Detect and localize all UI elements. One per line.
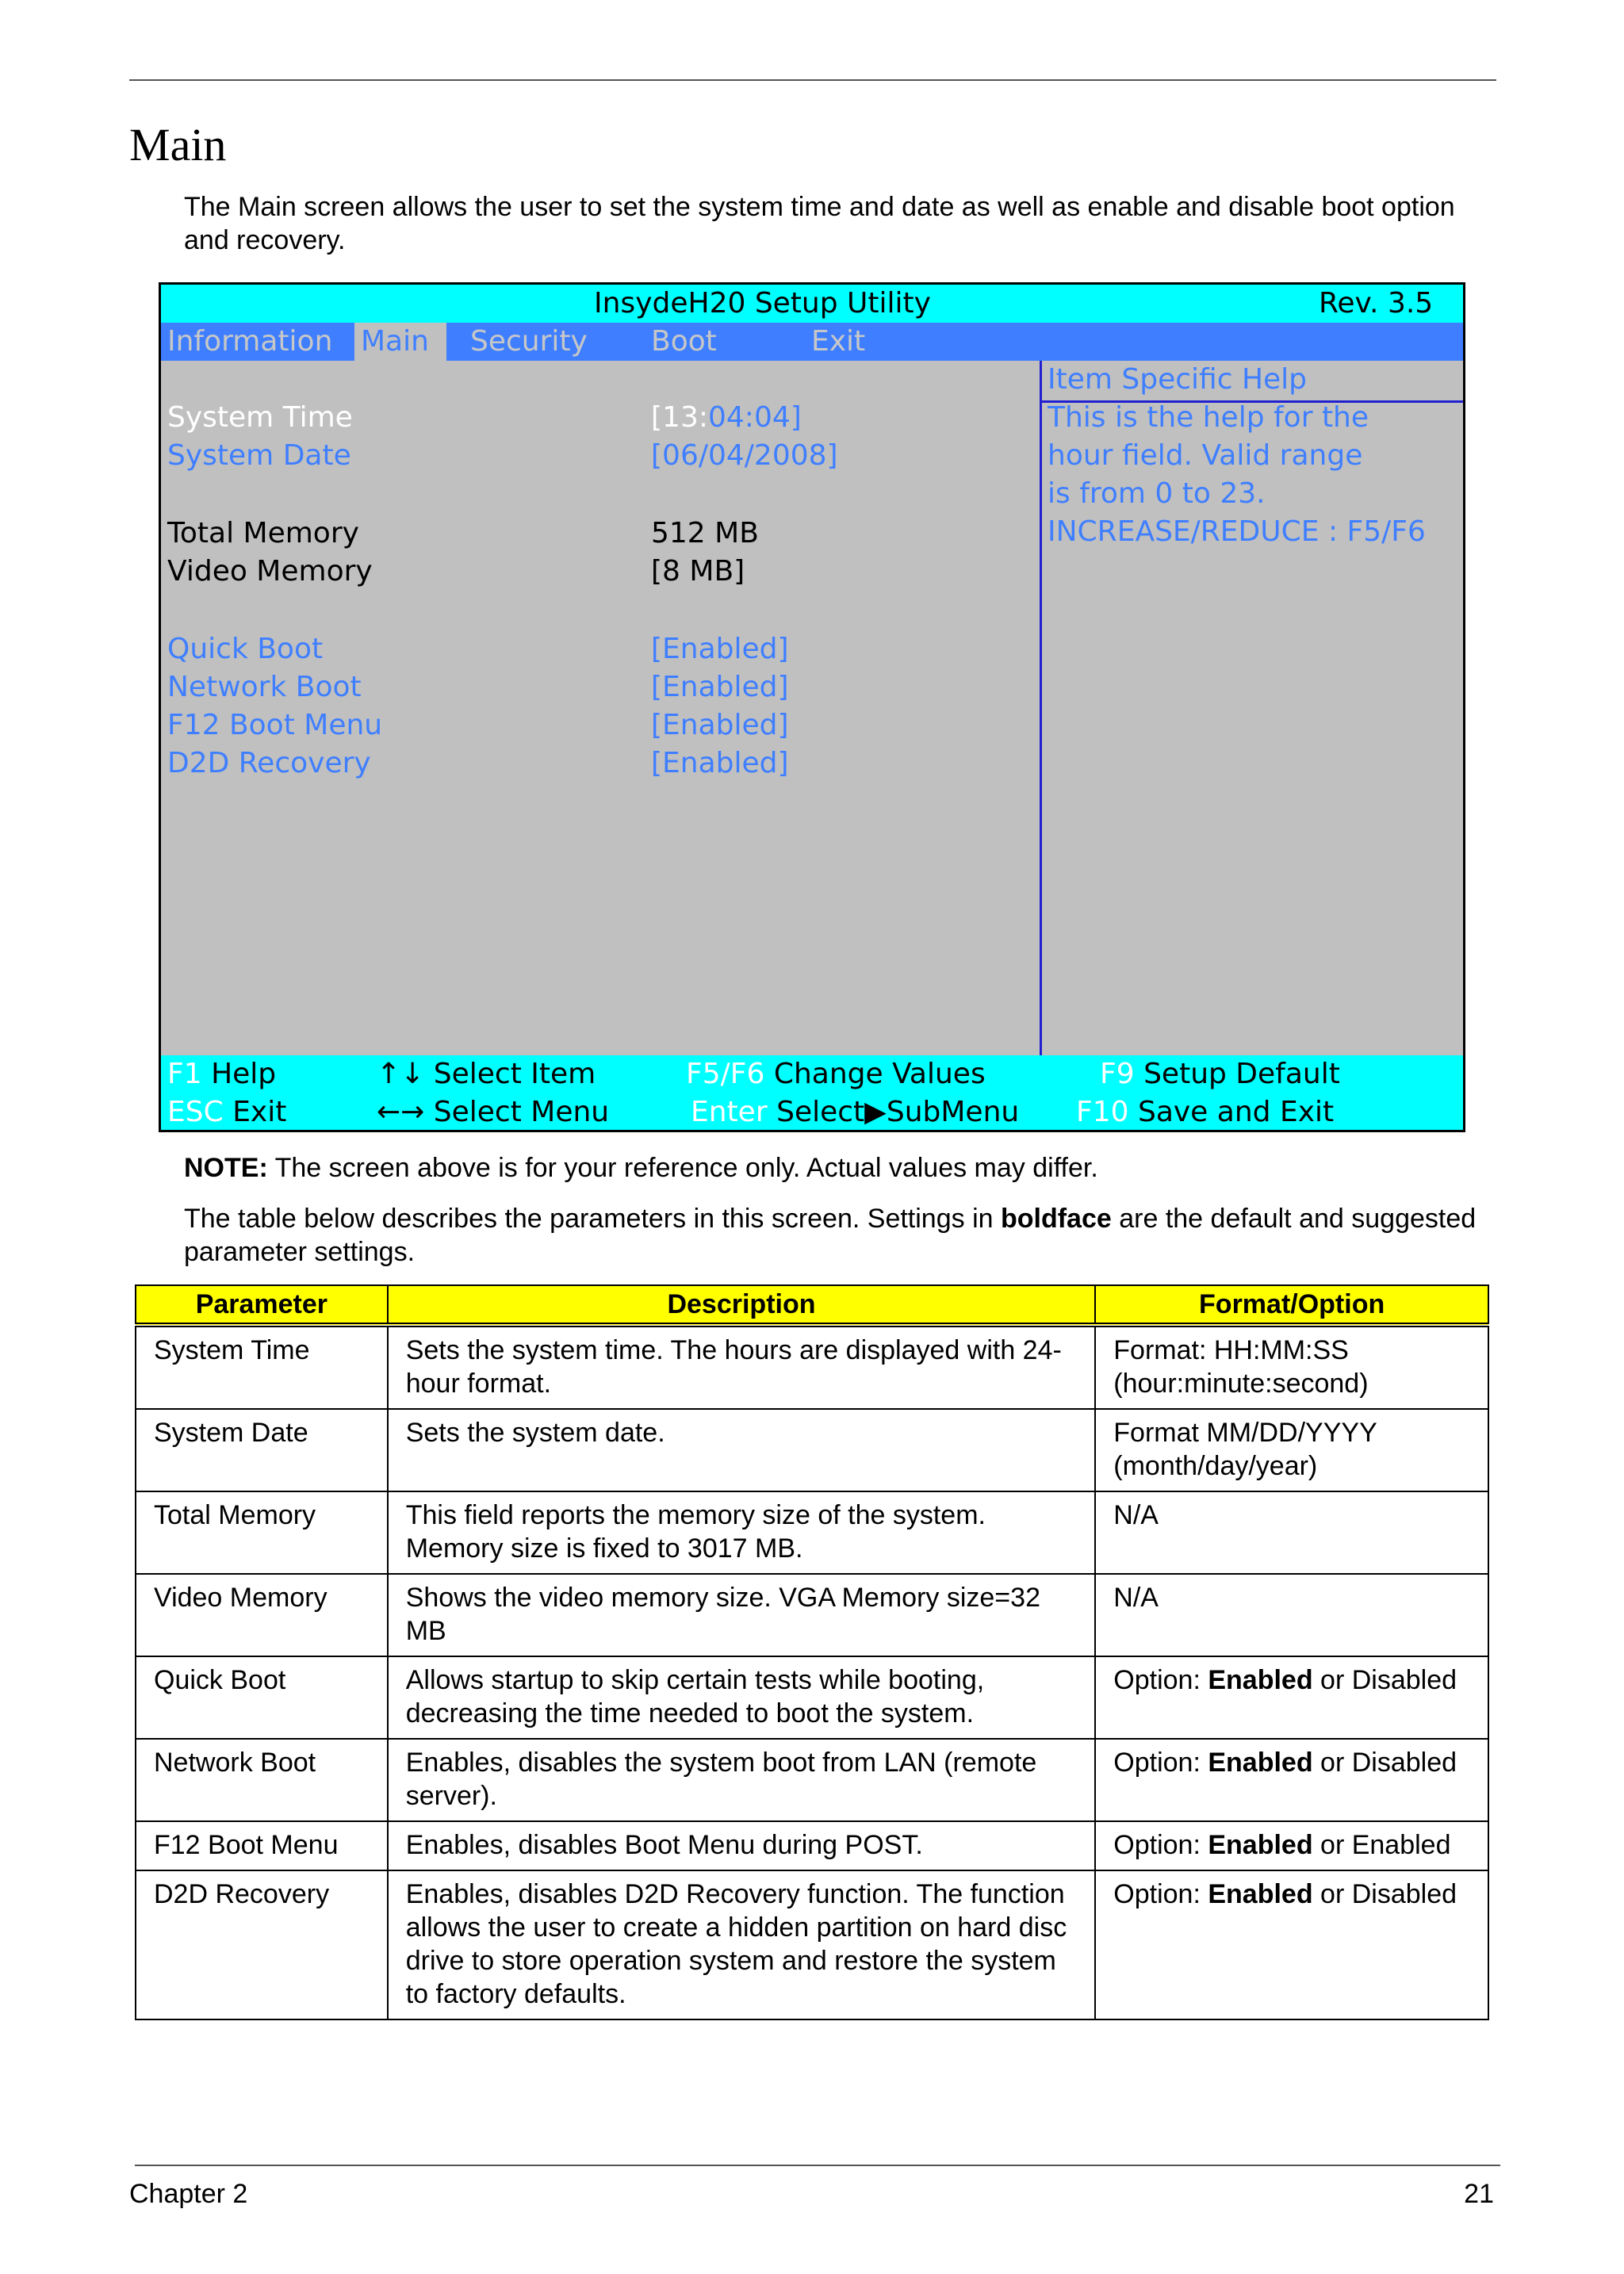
desc-cell: Sets the system time. The hours are displayed with 24-hour format.: [388, 1325, 1096, 1409]
desc-cell: Sets the system date.: [388, 1409, 1096, 1491]
help-panel-title: Item Specific Help: [1048, 363, 1308, 396]
save-exit-text: Save and Exit: [1137, 1096, 1335, 1128]
quick-boot-label[interactable]: Quick Boot: [167, 633, 324, 665]
format-text: Option:: [1113, 1748, 1208, 1778]
bios-key-legend: [161, 1055, 1463, 1132]
param-cell: D2D Recovery: [136, 1870, 388, 2019]
key-save-exit: [1076, 1093, 1334, 1131]
format-cell: [1095, 1325, 1488, 1409]
format-cell: [1095, 1409, 1488, 1491]
d2d-recovery-value[interactable]: [Enabled]: [651, 747, 789, 779]
chapter-label: Chapter 2: [129, 2179, 248, 2209]
format-default: Enabled: [1208, 1748, 1313, 1778]
system-time-hour[interactable]: 13: [662, 401, 699, 434]
key-help: [167, 1055, 276, 1093]
setup-default-text: Setup Default: [1143, 1058, 1340, 1090]
format-default: Enabled: [1208, 1665, 1313, 1695]
format-cell: [1095, 1574, 1488, 1656]
key-setup-default: [1100, 1055, 1340, 1093]
format-default: Enabled: [1208, 1830, 1313, 1860]
format-text: N/A: [1113, 1583, 1159, 1613]
table-intro-text-end: are the default and suggested parameter settings.: [184, 1204, 1477, 1267]
header-format-option: Format/Option: [1095, 1285, 1488, 1325]
page-number: 21: [1464, 2179, 1494, 2209]
header-parameter: Parameter: [136, 1285, 388, 1325]
help-line: is from 0 to 23.: [1048, 477, 1266, 510]
format-alt: or Disabled: [1312, 1748, 1457, 1778]
param-cell: System Time: [136, 1325, 388, 1409]
d2d-recovery-label[interactable]: D2D Recovery: [167, 747, 371, 779]
esc-key: ESC: [167, 1096, 224, 1128]
help-line: hour field. Valid range: [1048, 439, 1363, 472]
desc-cell: Allows startup to skip certain tests while booting, decreasing the time needed to boot the system.: [388, 1656, 1096, 1739]
format-text: Format MM/DD/YYYY (month/day/year): [1113, 1418, 1377, 1481]
desc-cell: Shows the video memory size. VGA Memory size=32 MB: [388, 1574, 1096, 1656]
system-date-value[interactable]: [06/04/2008]: [651, 439, 838, 472]
desc-cell: Enables, disables Boot Menu during POST.: [388, 1821, 1096, 1870]
video-memory-value: [8 MB]: [651, 555, 745, 588]
table-intro-text: The table below describes the parameters in this screen. Settings in: [184, 1204, 1001, 1234]
system-time-bracket: [: [651, 401, 663, 434]
table-row: [136, 1821, 1488, 1870]
format-text: Option:: [1113, 1879, 1208, 1909]
format-text: Format: HH:MM:SS (hour:minute:second): [1113, 1335, 1369, 1399]
table-row: [136, 1409, 1488, 1491]
key-select-submenu: [691, 1093, 1019, 1131]
table-row: [136, 1574, 1488, 1656]
header-description: Description: [388, 1285, 1096, 1325]
system-time-colon: :: [698, 401, 708, 434]
menu-main[interactable]: Main: [354, 323, 446, 361]
top-rule: [129, 79, 1496, 81]
intro-paragraph: The Main screen allows the user to set the system time and date as well as enable and disable boot option and recovery.: [184, 192, 1455, 255]
format-text: Option:: [1113, 1830, 1208, 1860]
help-text: Help: [211, 1058, 277, 1090]
table-row: [136, 1325, 1488, 1409]
f1-key: F1: [167, 1058, 202, 1090]
table-row: [136, 1870, 1488, 2019]
format-text: N/A: [1113, 1500, 1159, 1530]
system-date-label[interactable]: System Date: [167, 439, 351, 472]
f10-key: F10: [1076, 1096, 1129, 1128]
total-memory-value: 512 MB: [651, 517, 759, 549]
total-memory-label: Total Memory: [167, 517, 359, 549]
section-title: Main: [129, 119, 227, 170]
format-cell: [1095, 1656, 1488, 1739]
menu-security[interactable]: Security: [470, 325, 588, 358]
key-exit: [167, 1093, 286, 1131]
enter-key: Enter: [691, 1096, 768, 1128]
format-default: Enabled: [1208, 1879, 1313, 1909]
network-boot-label[interactable]: Network Boot: [167, 671, 362, 703]
table-intro-bold: boldface: [1000, 1204, 1112, 1234]
format-cell: [1095, 1739, 1488, 1821]
bios-revision: Rev. 3.5: [1319, 287, 1434, 320]
f12-boot-menu-value[interactable]: [Enabled]: [651, 709, 789, 741]
table-row: [136, 1656, 1488, 1739]
change-values-text: Change Values: [773, 1058, 986, 1090]
table-intro-paragraph: [184, 1202, 1500, 1269]
table-row: [136, 1491, 1488, 1574]
f12-boot-menu-label[interactable]: F12 Boot Menu: [167, 709, 383, 741]
format-alt: or Disabled: [1312, 1665, 1457, 1695]
f9-key: F9: [1100, 1058, 1135, 1090]
quick-boot-value[interactable]: [Enabled]: [651, 633, 789, 665]
f5f6-key: F5/F6: [686, 1058, 765, 1090]
video-memory-label: Video Memory: [167, 555, 373, 588]
param-cell: Quick Boot: [136, 1656, 388, 1739]
network-boot-value[interactable]: [Enabled]: [651, 671, 789, 703]
param-cell: F12 Boot Menu: [136, 1821, 388, 1870]
key-select-item: [377, 1055, 596, 1093]
param-cell: Video Memory: [136, 1574, 388, 1656]
note-text: The screen above is for your reference only. Actual values may differ.: [267, 1153, 1098, 1183]
table-header-row: [136, 1285, 1488, 1325]
note-label: NOTE:: [184, 1153, 268, 1183]
select-item-text: Select Item: [433, 1058, 596, 1090]
format-cell: [1095, 1491, 1488, 1574]
desc-cell: Enables, disables D2D Recovery function. The function allows the user to create a hidden partition on hard disc drive to store operation system and restore the system to factory defaults.: [388, 1870, 1096, 2019]
key-change-values: [686, 1055, 986, 1093]
select-menu-text: Select Menu: [433, 1096, 610, 1128]
help-line: INCREASE/REDUCE : F5/F6: [1048, 515, 1426, 548]
param-cell: System Date: [136, 1409, 388, 1491]
system-time-minsec[interactable]: 04:04]: [708, 401, 802, 434]
desc-cell: This field reports the memory size of the system. Memory size is fixed to 3017 MB.: [388, 1491, 1096, 1574]
param-cell: Total Memory: [136, 1491, 388, 1574]
help-panel-divider: [1040, 361, 1042, 1055]
help-line: This is the help for the: [1048, 401, 1369, 434]
format-text: Option:: [1113, 1665, 1208, 1695]
note-paragraph: [184, 1151, 1098, 1185]
format-alt: or Disabled: [1312, 1879, 1457, 1909]
bios-title-bar: [161, 285, 1463, 323]
desc-cell: Enables, disables the system boot from LAN (remote server).: [388, 1739, 1096, 1821]
exit-text: Exit: [232, 1096, 287, 1128]
param-cell: Network Boot: [136, 1739, 388, 1821]
system-time-value[interactable]: [651, 399, 802, 437]
bios-setup-screen: [159, 282, 1465, 1132]
bottom-rule: [135, 2165, 1500, 2166]
menu-boot[interactable]: Boot: [651, 325, 717, 358]
bios-menu-bar: [161, 323, 1463, 361]
format-cell: [1095, 1870, 1488, 2019]
up-down-arrows-icon: ↑↓: [377, 1058, 425, 1090]
bios-title: InsydeH20 Setup Utility: [594, 287, 931, 320]
format-cell: [1095, 1821, 1488, 1870]
parameter-table: [135, 1284, 1489, 2020]
menu-information[interactable]: Information: [167, 325, 333, 358]
table-row: [136, 1739, 1488, 1821]
key-select-menu: [377, 1093, 609, 1131]
format-alt: or Enabled: [1312, 1830, 1451, 1860]
menu-exit[interactable]: Exit: [811, 325, 866, 358]
system-time-label[interactable]: System Time: [167, 401, 353, 434]
select-submenu-text: Select▶SubMenu: [776, 1096, 1020, 1128]
left-right-arrows-icon: ←→: [377, 1096, 425, 1128]
